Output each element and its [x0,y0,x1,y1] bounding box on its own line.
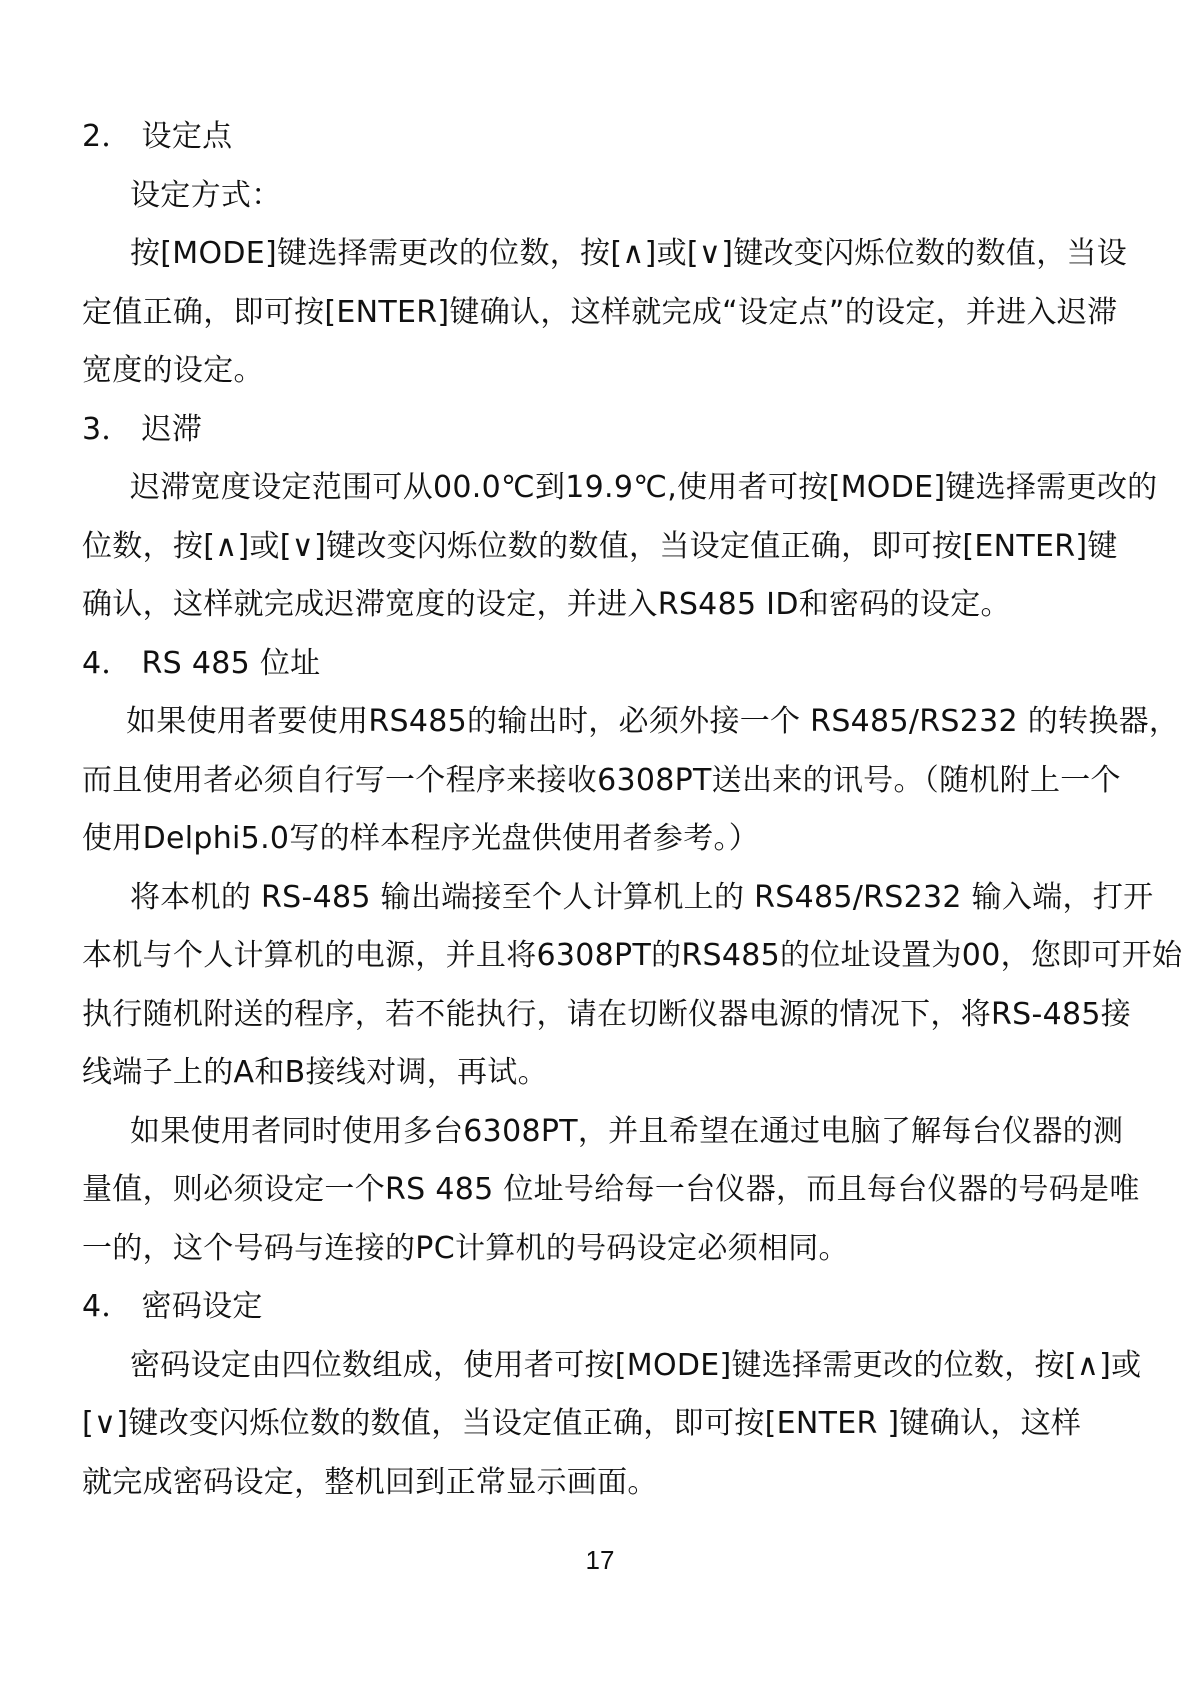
paragraph-line: [∨]键改变闪烁位数的数值，当设定值正确，即可按[ENTER ]键确认，这样 [82,1406,1082,1441]
section-heading-rs485-address: 4． RS 485 位址 [82,645,321,681]
paragraph-line: 如果使用者要使用RS485的输出时，必须外接一个 RS485/RS232 的转换器， [126,704,1180,739]
paragraph-line: 密码设定由四位数组成，使用者可按[MODE]键选择需更改的位数，按[∧]或 [130,1347,1142,1383]
paragraph-line: 执行随机附送的程序，若不能执行，请在切断仪器电源的情况下，将RS-485接 [82,996,1132,1032]
paragraph-line: 线端子上的A和B接线对调，再试。 [82,1055,548,1090]
document-body [82,108,1183,1512]
page-number: 17 [585,1545,615,1575]
paragraph-line: 定值正确，即可按[ENTER]键确认，这样就完成“设定点”的设定，并进入迟滞 [82,294,1118,330]
section-heading-setpoint: 2． 设定点 [82,119,233,154]
paragraph-line: 确认，这样就完成迟滞宽度的设定，并进入RS485 ID和密码的设定。 [82,587,1011,622]
section-heading-password: 4． 密码设定 [82,1289,263,1324]
paragraph-line: 如果使用者同时使用多台6308PT，并且希望在通过电脑了解每台仪器的测 [130,1113,1124,1149]
section-heading-hysteresis: 3． 迟滞 [82,411,203,447]
paragraph-line: 量值，则必须设定一个RS 485 位址号给每一台仪器，而且每台仪器的号码是唯 [82,1172,1140,1207]
paragraph-line: 就完成密码设定，整机回到正常显示画面。 [82,1464,658,1500]
paragraph-line: 位数，按[∧]或[∨]键改变闪烁位数的数值，当设定值正确，即可按[ENTER]键 [82,528,1118,564]
paragraph-line: 按[MODE]键选择需更改的位数，按[∧]或[∨]键改变闪烁位数的数值，当设 [130,236,1128,271]
paragraph-line: 使用Delphi5.0写的样本程序光盘供使用者参考。） [82,821,760,856]
paragraph-line: 将本机的 RS-485 输出端接至个人计算机上的 RS485/RS232 输入端，打开 [130,879,1154,915]
paragraph-line: 宽度的设定。 [82,353,264,388]
paragraph-line: 设定方式： [130,177,282,213]
paragraph-line: 一的，这个号码与连接的PC计算机的号码设定必须相同。 [82,1230,849,1266]
paragraph-line: 迟滞宽度设定范围可从00.0℃到19.9℃,使用者可按[MODE]键选择需更改的 [130,470,1158,505]
paragraph-line: 而且使用者必须自行写一个程序来接收6308PT送出来的讯号。（随机附上一个 [82,762,1121,798]
paragraph-line: 本机与个人计算机的电源，并且将6308PT的RS485的位址设置为00，您即可开始 [82,938,1183,973]
